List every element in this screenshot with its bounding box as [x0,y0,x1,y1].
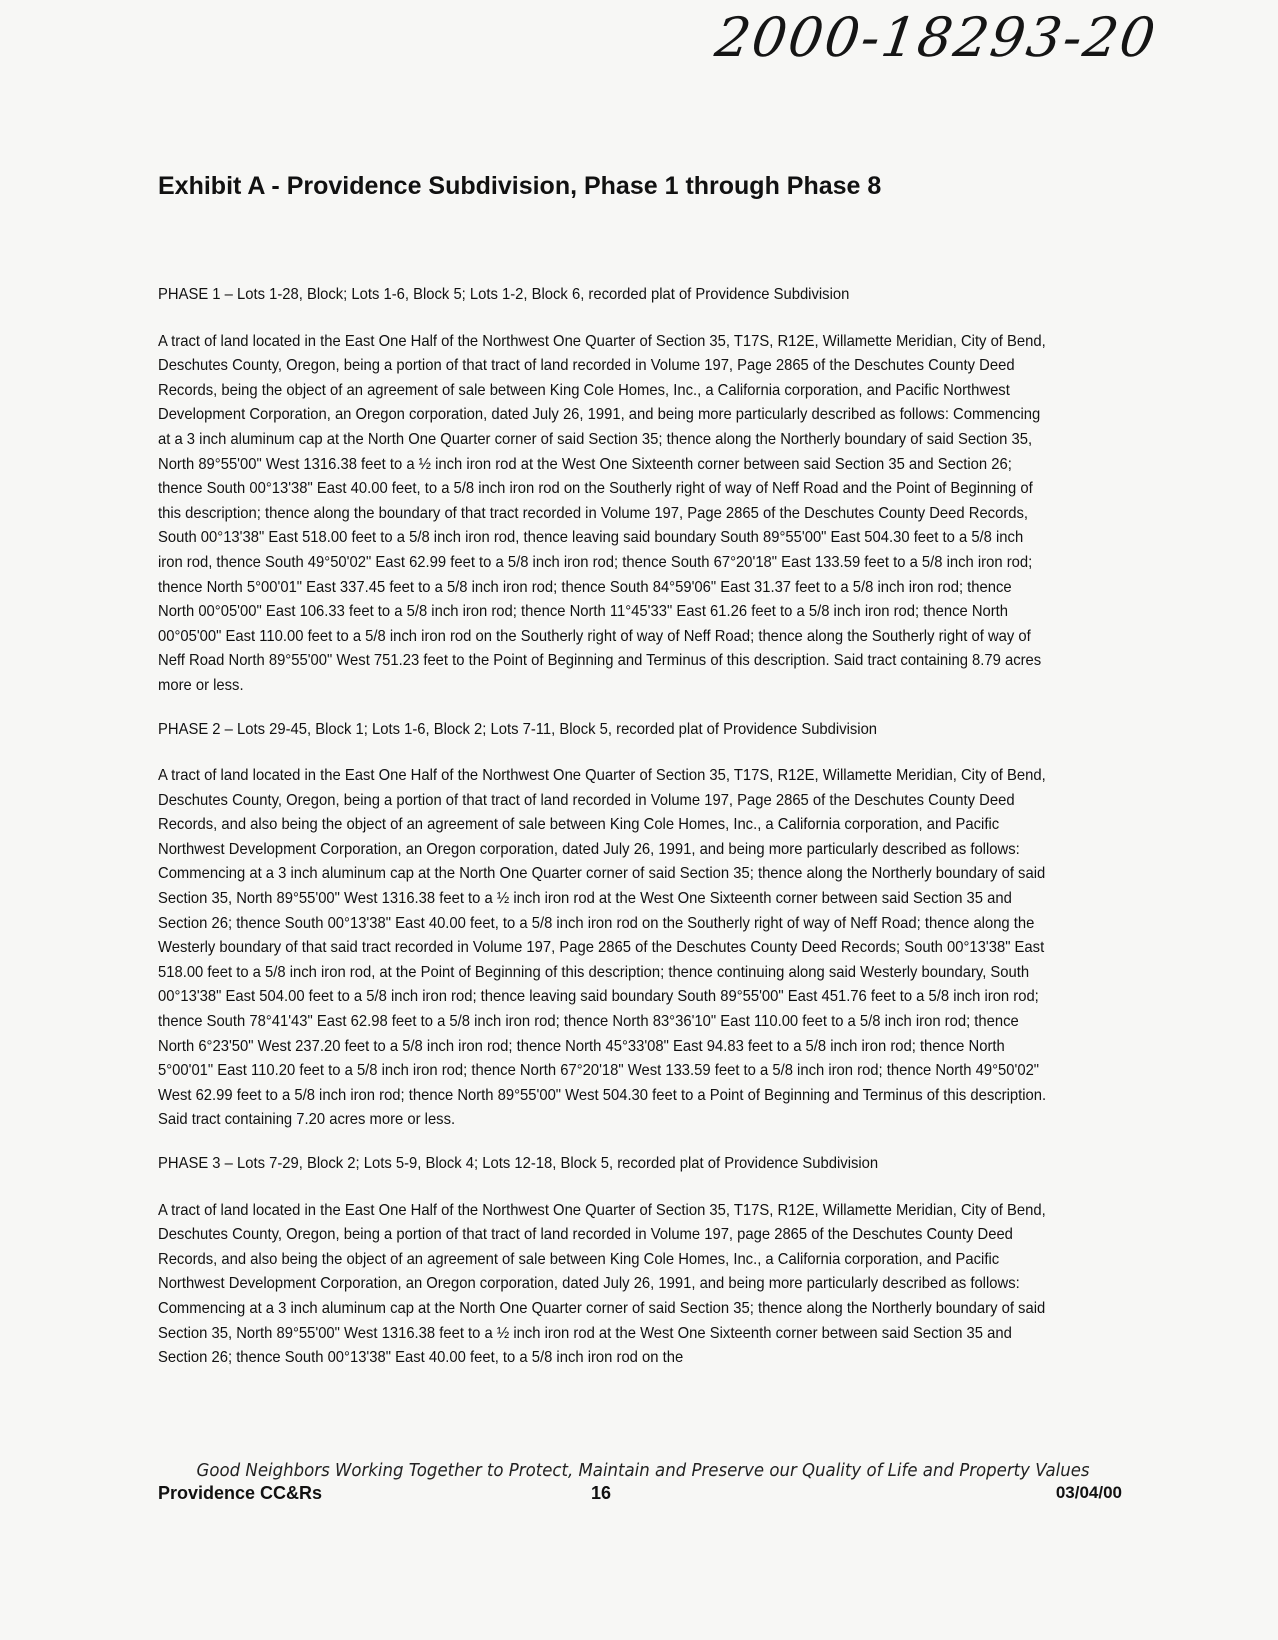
page-title: Exhibit A - Providence Subdivision, Phase 1 through Phase 8 [158,172,882,200]
handwritten-recording-number: 2000-18293-20 [711,6,1161,69]
footer-row [158,1483,1122,1507]
footer-document-name: Providence CC&Rs [158,1483,323,1503]
phase-2-description: A tract of land located in the East One Half of the Northwest One Quarter of Section 35, T17S, R12E, Willamette Meridian, City of Bend, Deschutes County, Oregon, being a portion of that tract of land recorded in Volume 197, Page 2865 of the Deschutes County Deed Records, and also being the object of an agreement of sale between King Cole Homes, Inc., a California corporation, and Pacific Northwest Development Corporation, an Oregon corporation, dated July 26, 1991, and being more particularly described as follows: Commencing at a 3 inch aluminum cap at the North One Quarter corner of said Section 35; thence along the Northerly boundary of said Section 35, North 89°55'00" West 1316.38 feet to a ½ inch iron rod at the West One Sixteenth corner between said Section 35 and Section 26; thence South 00°13'38" East 40.00 feet, to a 5/8 inch iron rod on the Southerly right of way of Neff Road; thence along the Westerly boundary of that said tract recorded in Volume 197, Page 2865 of the Deschutes County Deed Records; South 00°13'38" East 518.00 feet to a 5/8 inch iron rod, at the Point of Beginning of this description; thence continuing along said Westerly boundary, South 00°13'38" East 504.00 feet to a 5/8 inch iron rod; thence leaving said boundary South 89°55'00" East 451.76 feet to a 5/8 inch iron rod; thence South 78°41'43" East 62.98 feet to a 5/8 inch iron rod; thence North 83°36'10" East 110.00 feet to a 5/8 inch iron rod; thence North 6°23'50" West 237.20 feet to a 5/8 inch iron rod; thence North 45°33'08" East 94.83 feet to a 5/8 inch iron rod; thence North 5°00'01" East 110.20 feet to a 5/8 inch iron rod; thence North 67°20'18" West 133.59 feet to a 5/8 inch iron rod; thence North 49°50'02" West 62.99 feet to a 5/8 inch iron rod; thence North 89°55'00" West 504.30 feet to a Point of Beginning and Terminus of this description. Said tract containing 7.20 acres more or less. [158,766,1047,1129]
footer-motto: Good Neighbors Working Together to Protect, Maintain and Preserve our Quality of Life and Property Values [196,1460,1090,1481]
phase-1-heading: PHASE 1 – Lots 1-28, Block; Lots 1-6, Block 5; Lots 1-2, Block 6, recorded plat of Providence Subdivision [158,285,850,303]
page-footer [158,1460,1122,1507]
phase-2-heading: PHASE 2 – Lots 29-45, Block 1; Lots 1-6, Block 2; Lots 7-11, Block 5, recorded plat of Providence Subdivision [158,719,878,738]
phase-3-heading: PHASE 3 – Lots 7-29, Block 2; Lots 5-9, Block 4; Lots 12-18, Block 5, recorded plat of Providence Subdivision [158,1154,879,1172]
footer-page-number: 16 [591,1483,612,1503]
footer-date: 03/04/00 [1055,1483,1122,1502]
document-body [158,282,1050,1389]
phase-3-description: A tract of land located in the East One Half of the Northwest One Quarter of Section 35, T17S, R12E, Willamette Meridian, City of Bend, Deschutes County, Oregon, being a portion of that tract of land recorded in Volume 197, page 2865 of the Deschutes County Deed Records, and also being the object of an agreement of sale between King Cole Homes, Inc., a California corporation, and Pacific Northwest Development Corporation, an Oregon corporation, dated July 26, 1991, and being more particularly described as follows: Commencing at a 3 inch aluminum cap at the North One Quarter corner of said Section 35; thence along the Northerly boundary of said Section 35, North 89°55'00" West 1316.38 feet to a ½ inch iron rod at the West One Sixteenth corner between said Section 35 and Section 26; thence South 00°13'38" East 40.00 feet, to a 5/8 inch iron rod on the [158,1200,1046,1367]
phase-1-description: A tract of land located in the East One Half of the Northwest One Quarter of Section 35, T17S, R12E, Willamette Meridian, City of Bend, Deschutes County, Oregon, being a portion of that tract of land recorded in Volume 197, Page 2865 of the Deschutes County Deed Records, being the object of an agreement of sale between King Cole Homes, Inc., a California corporation, and Pacific Northwest Development Corporation, an Oregon corporation, dated July 26, 1991, and being more particularly described as follows: Commencing at a 3 inch aluminum cap at the North One Quarter corner of said Section 35; thence along the Northerly boundary of said Section 35, North 89°55'00" West 1316.38 feet to a ½ inch iron rod at the West One Sixteenth corner between said Section 35 and Section 26; thence South 00°13'38" East 40.00 feet, to a 5/8 inch iron rod on the Southerly right of way of Neff Road and the Point of Beginning of this description; thence along the boundary of that tract recorded in Volume 197, Page 2865 of the Deschutes County Deed Records, South 00°13'38" East 518.00 feet to a 5/8 inch iron rod, thence leaving said boundary South 89°55'00" East 504.30 feet to a 5/8 inch iron rod, thence South 49°50'02" East 62.99 feet to a 5/8 inch iron rod; thence South 67°20'18" East 133.59 feet to a 5/8 inch iron rod; thence North 5°00'01" East 337.45 feet to a 5/8 inch iron rod; thence South 84°59'06" East 31.37 feet to a 5/8 inch iron rod; thence North 00°05'00" East 106.33 feet to a 5/8 inch iron rod; thence North 11°45'33" East 61.26 feet to a 5/8 inch iron rod; thence North 00°05'00" East 110.00 feet to a 5/8 inch iron rod on the Southerly right of way of Neff Road; thence along the Southerly right of way of Neff Road North 89°55'00" West 751.23 feet to the Point of Beginning and Terminus of this description. Said tract containing 8.79 acres more or less. [158,331,1046,694]
